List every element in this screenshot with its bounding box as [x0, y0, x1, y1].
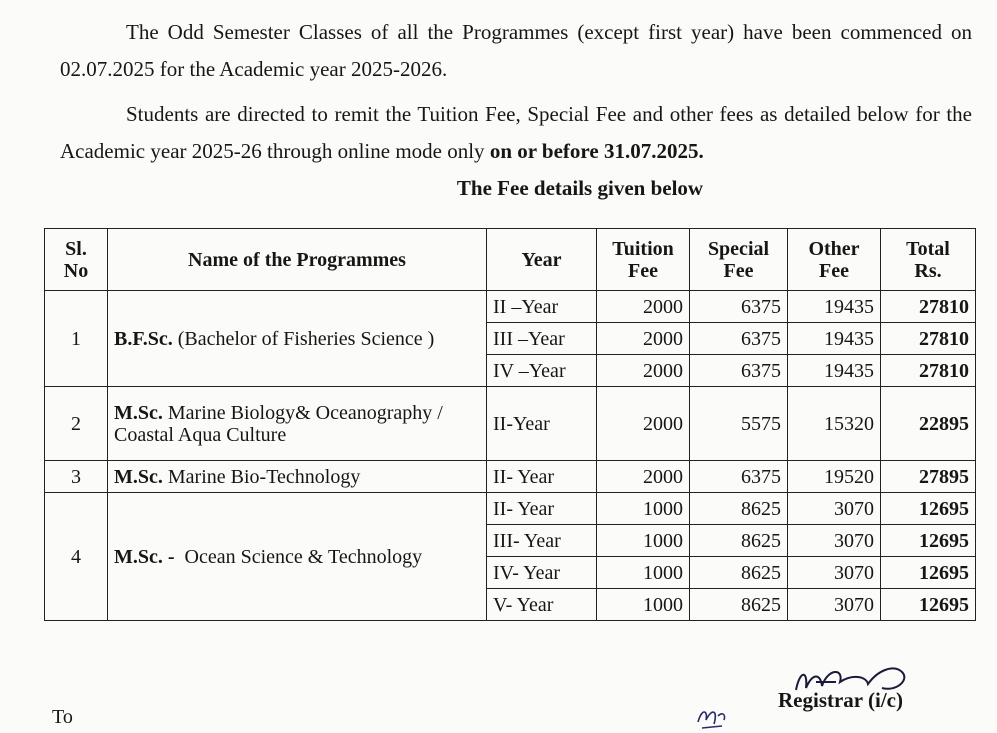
table-row [45, 387, 976, 461]
cell-total: 27810 [881, 291, 976, 323]
cell-total: 27810 [881, 323, 976, 355]
header-special-fee: Special Fee [690, 229, 788, 291]
cell-sl-no: 2 [45, 387, 108, 461]
cell-total: 27810 [881, 355, 976, 387]
cell-special-fee: 6375 [690, 323, 788, 355]
fee-table [44, 228, 976, 621]
cell-other-fee: 19520 [788, 461, 881, 493]
cell-programme-name [108, 387, 487, 461]
cell-year: IV- Year [487, 557, 597, 589]
instruction-paragraph [60, 96, 972, 170]
cell-special-fee: 6375 [690, 291, 788, 323]
cell-tuition-fee: 2000 [597, 461, 690, 493]
fee-table-body [45, 229, 976, 621]
fee-table-heading: The Fee details given below [456, 176, 704, 200]
fee-table-header [45, 229, 976, 291]
programme-title: Ocean Science & Technology [174, 545, 423, 568]
cell-other-fee: 19435 [788, 291, 881, 323]
cell-year: V- Year [487, 589, 597, 621]
cell-sl-no: 1 [45, 291, 108, 387]
cell-year: III –Year [487, 323, 597, 355]
cell-programme-name [108, 493, 487, 621]
programme-degree: B.F.Sc. [114, 327, 173, 350]
cell-tuition-fee: 2000 [597, 323, 690, 355]
cell-total: 12695 [881, 493, 976, 525]
cell-year: III- Year [487, 525, 597, 557]
cell-other-fee: 3070 [788, 557, 881, 589]
cell-year: II- Year [487, 493, 597, 525]
programme-degree: M.Sc. - [114, 545, 175, 568]
cell-total: 12695 [881, 525, 976, 557]
cell-year: IV –Year [487, 355, 597, 387]
cell-special-fee: 6375 [690, 355, 788, 387]
header-total: Total Rs. [881, 229, 976, 291]
table-row [45, 291, 976, 323]
initial-mark [692, 700, 732, 733]
cell-tuition-fee: 2000 [597, 387, 690, 461]
cell-programme-name [108, 291, 487, 387]
cell-other-fee: 3070 [788, 493, 881, 525]
cell-year: II- Year [487, 461, 597, 493]
table-row [45, 461, 976, 493]
header-sl: Sl. No [45, 229, 108, 291]
header-tuition-fee: Tuition Fee [597, 229, 690, 291]
programme-degree: M.Sc. [114, 465, 163, 488]
cell-special-fee: 5575 [690, 387, 788, 461]
programme-title: Marine Bio-Technology [162, 465, 361, 488]
programme-title: (Bachelor of Fisheries Science ) [172, 327, 435, 350]
cell-year: II –Year [487, 291, 597, 323]
programme-title: Marine Biology& Oceanography / Coastal Aqua Culture [114, 401, 448, 446]
cell-total: 12695 [881, 589, 976, 621]
cell-other-fee: 3070 [788, 525, 881, 557]
cell-special-fee: 8625 [690, 589, 788, 621]
cell-special-fee: 8625 [690, 493, 788, 525]
cell-tuition-fee: 2000 [597, 355, 690, 387]
to-label: To [52, 706, 73, 728]
cell-other-fee: 15320 [788, 387, 881, 461]
cell-tuition-fee: 1000 [597, 557, 690, 589]
cell-programme-name [108, 461, 487, 493]
cell-total: 22895 [881, 387, 976, 461]
cell-other-fee: 19435 [788, 355, 881, 387]
programme-degree: M.Sc. [114, 401, 163, 424]
cell-sl-no: 4 [45, 493, 108, 621]
intro-text: The Odd Semester Classes of all the Programmes (except first year) have been commenced on 02.07.2025 for the Academic year 2025-2026. [60, 20, 972, 81]
instruction-text: Students are directed to remit the Tuition Fee, Special Fee and other fees as detailed below for the Academic year 2025-26 through online mode only [60, 102, 972, 163]
cell-year: II-Year [487, 387, 597, 461]
cell-tuition-fee: 1000 [597, 525, 690, 557]
cell-total: 12695 [881, 557, 976, 589]
cell-other-fee: 19435 [788, 323, 881, 355]
header-programme-name: Name of the Programmes [108, 229, 487, 291]
cell-tuition-fee: 1000 [597, 493, 690, 525]
header-year: Year [487, 229, 597, 291]
cell-tuition-fee: 2000 [597, 291, 690, 323]
intro-paragraph [60, 14, 972, 88]
cell-other-fee: 3070 [788, 589, 881, 621]
header-other-fee: Other Fee [788, 229, 881, 291]
cell-tuition-fee: 1000 [597, 589, 690, 621]
cell-special-fee: 8625 [690, 557, 788, 589]
table-row [45, 493, 976, 525]
cell-special-fee: 8625 [690, 525, 788, 557]
cell-special-fee: 6375 [690, 461, 788, 493]
deadline-text: on or before 31.07.2025. [489, 139, 704, 163]
cell-total: 27895 [881, 461, 976, 493]
registrar-signatory: Registrar (i/c) [778, 688, 903, 712]
cell-sl-no: 3 [45, 461, 108, 493]
